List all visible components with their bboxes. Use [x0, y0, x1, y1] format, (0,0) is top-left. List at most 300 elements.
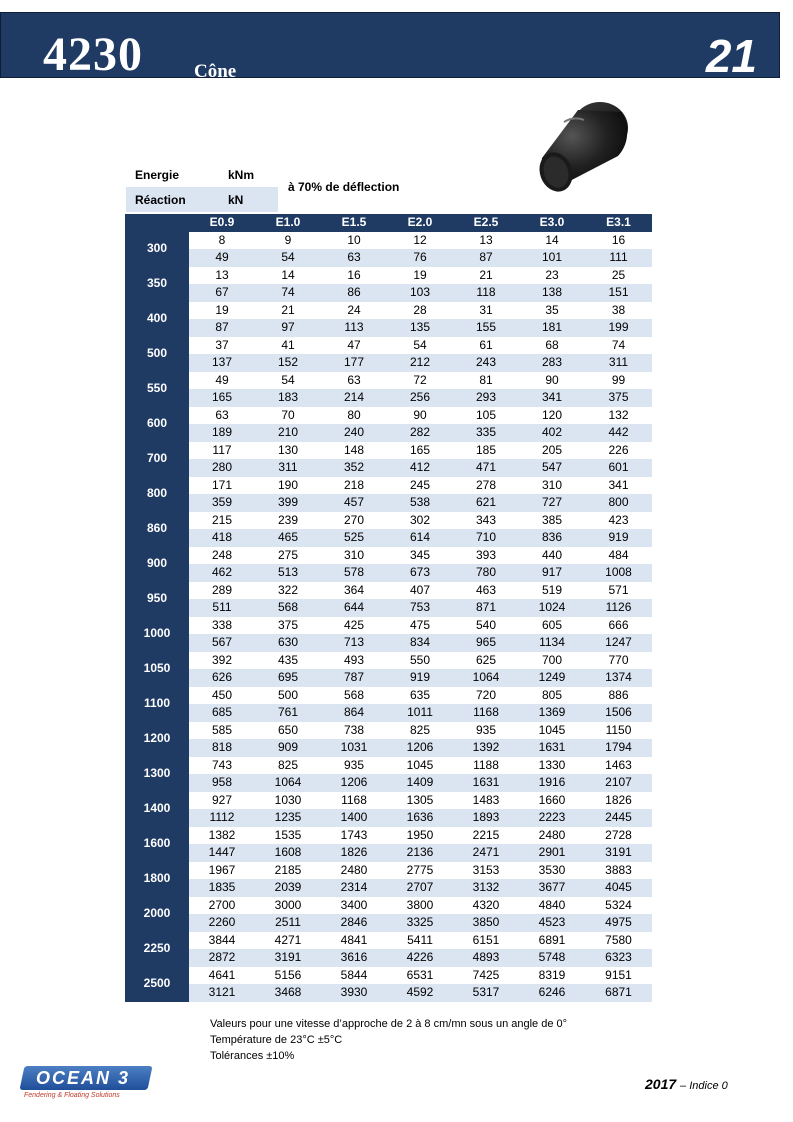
- table-row-reaction: [125, 459, 652, 477]
- reaction-value: 199: [585, 319, 652, 337]
- reaction-value: 1249: [519, 669, 585, 687]
- column-header: E3.0: [519, 214, 585, 232]
- energy-value: 3883: [585, 862, 652, 880]
- reaction-value: 787: [321, 669, 387, 687]
- reaction-value: 4893: [453, 949, 519, 967]
- reaction-value: 183: [255, 389, 321, 407]
- reaction-value: 282: [387, 424, 453, 442]
- energy-value: 3153: [453, 862, 519, 880]
- reaction-value: 6323: [585, 949, 652, 967]
- fender-size: 300: [125, 232, 189, 267]
- table-row-reaction: [125, 564, 652, 582]
- fender-size: 950: [125, 582, 189, 617]
- reaction-value: 103: [387, 284, 453, 302]
- table-row-energy: [125, 547, 652, 565]
- reaction-value: 2260: [189, 914, 255, 932]
- table-row-reaction: [125, 879, 652, 897]
- reaction-value: 6246: [519, 984, 585, 1002]
- energy-value: 10: [321, 232, 387, 250]
- energy-value: 4840: [519, 897, 585, 915]
- reaction-value: 210: [255, 424, 321, 442]
- table-row-reaction: [125, 319, 652, 337]
- energy-value: 81: [453, 372, 519, 390]
- energy-value: 1045: [519, 722, 585, 740]
- reaction-value: 3616: [321, 949, 387, 967]
- reaction-value: 601: [585, 459, 652, 477]
- energy-value: 205: [519, 442, 585, 460]
- energy-value: 239: [255, 512, 321, 530]
- table-row-reaction: [125, 389, 652, 407]
- reaction-value: 1400: [321, 809, 387, 827]
- energy-value: 341: [585, 477, 652, 495]
- table-row-energy: [125, 897, 652, 915]
- energy-value: 392: [189, 652, 255, 670]
- energy-value: 120: [519, 407, 585, 425]
- reaction-value: 761: [255, 704, 321, 722]
- energy-value: 475: [387, 617, 453, 635]
- energy-value: 90: [519, 372, 585, 390]
- energy-value: 4641: [189, 967, 255, 985]
- reaction-value: 1011: [387, 704, 453, 722]
- energy-value: 345: [387, 547, 453, 565]
- reaction-value: 118: [453, 284, 519, 302]
- table-row-reaction: [125, 634, 652, 652]
- reaction-value: 3677: [519, 879, 585, 897]
- energy-value: 484: [585, 547, 652, 565]
- table-header-row: [125, 214, 652, 232]
- reaction-value: 644: [321, 599, 387, 617]
- energy-value: 2480: [519, 827, 585, 845]
- reaction-value: 101: [519, 249, 585, 267]
- reaction-value: 1008: [585, 564, 652, 582]
- reaction-value: 177: [321, 354, 387, 372]
- reaction-value: 2445: [585, 809, 652, 827]
- energy-value: 3530: [519, 862, 585, 880]
- reaction-label: Réaction: [135, 192, 186, 207]
- energy-value: 61: [453, 337, 519, 355]
- energy-value: 423: [585, 512, 652, 530]
- energy-value: 425: [321, 617, 387, 635]
- reaction-value: 1247: [585, 634, 652, 652]
- energy-value: 338: [189, 617, 255, 635]
- reaction-value: 547: [519, 459, 585, 477]
- reaction-value: 181: [519, 319, 585, 337]
- reaction-value: 67: [189, 284, 255, 302]
- energy-value: 935: [321, 757, 387, 775]
- note-speed: Valeurs pour une vitesse d’approche de 2 à 8 cm/mn sous un angle de 0°: [210, 1018, 568, 1030]
- reaction-value: 780: [453, 564, 519, 582]
- reaction-value: 311: [585, 354, 652, 372]
- reaction-value: 240: [321, 424, 387, 442]
- reaction-value: 2872: [189, 949, 255, 967]
- reaction-value: 5748: [519, 949, 585, 967]
- energy-value: 49: [189, 372, 255, 390]
- reaction-value: 538: [387, 494, 453, 512]
- reaction-value: 1916: [519, 774, 585, 792]
- energy-value: 215: [189, 512, 255, 530]
- energy-value: 80: [321, 407, 387, 425]
- reaction-value: 2223: [519, 809, 585, 827]
- energy-value: 8319: [519, 967, 585, 985]
- reaction-value: 137: [189, 354, 255, 372]
- reaction-value: 113: [321, 319, 387, 337]
- energy-value: 38: [585, 302, 652, 320]
- reaction-value: 165: [189, 389, 255, 407]
- page-header: [0, 12, 780, 82]
- reaction-value: 462: [189, 564, 255, 582]
- energy-value: 7580: [585, 932, 652, 950]
- table-row-reaction: [125, 669, 652, 687]
- energy-value: 74: [585, 337, 652, 355]
- energy-value: 21: [453, 267, 519, 285]
- fender-size: 700: [125, 442, 189, 477]
- energy-value: 9: [255, 232, 321, 250]
- energy-value: 302: [387, 512, 453, 530]
- table-corner: [125, 214, 189, 232]
- reaction-value: 4523: [519, 914, 585, 932]
- column-header: E0.9: [189, 214, 255, 232]
- energy-value: 148: [321, 442, 387, 460]
- energy-value: 440: [519, 547, 585, 565]
- energy-value: 4320: [453, 897, 519, 915]
- energy-value: 226: [585, 442, 652, 460]
- energy-value: 385: [519, 512, 585, 530]
- energy-value: 105: [453, 407, 519, 425]
- fender-size: 1200: [125, 722, 189, 757]
- energy-value: 493: [321, 652, 387, 670]
- note-tolerance: Tolérances ±10%: [210, 1050, 295, 1062]
- energy-value: 450: [189, 687, 255, 705]
- reaction-value: 87: [453, 249, 519, 267]
- reaction-value: 836: [519, 529, 585, 547]
- legend: [126, 162, 278, 212]
- energy-value: 1045: [387, 757, 453, 775]
- energy-value: 770: [585, 652, 652, 670]
- table-row-reaction: [125, 599, 652, 617]
- energy-value: 666: [585, 617, 652, 635]
- energy-value: 322: [255, 582, 321, 600]
- energy-value: 278: [453, 477, 519, 495]
- table-body: [125, 232, 652, 1002]
- table-row-energy: [125, 827, 652, 845]
- reaction-value: 834: [387, 634, 453, 652]
- reaction-value: 49: [189, 249, 255, 267]
- reaction-value: 818: [189, 739, 255, 757]
- energy-label: Energie: [135, 167, 180, 182]
- fender-size: 550: [125, 372, 189, 407]
- energy-value: 245: [387, 477, 453, 495]
- reaction-value: 359: [189, 494, 255, 512]
- table-row-reaction: [125, 249, 652, 267]
- model-type: Cône: [194, 61, 237, 82]
- reaction-value: 457: [321, 494, 387, 512]
- reaction-value: 917: [519, 564, 585, 582]
- energy-value: 1950: [387, 827, 453, 845]
- energy-value: 7425: [453, 967, 519, 985]
- reaction-value: 341: [519, 389, 585, 407]
- reaction-value: 621: [453, 494, 519, 512]
- fender-size: 2500: [125, 967, 189, 1002]
- energy-value: 54: [387, 337, 453, 355]
- reaction-value: 710: [453, 529, 519, 547]
- reaction-value: 1392: [453, 739, 519, 757]
- reaction-value: 54: [255, 249, 321, 267]
- energy-value: 3844: [189, 932, 255, 950]
- reaction-value: 3850: [453, 914, 519, 932]
- reaction-value: 630: [255, 634, 321, 652]
- table-row-energy: [125, 267, 652, 285]
- reaction-value: 1064: [453, 669, 519, 687]
- reaction-value: 1112: [189, 809, 255, 827]
- table-row-energy: [125, 932, 652, 950]
- reaction-value: 3930: [321, 984, 387, 1002]
- energy-value: 6531: [387, 967, 453, 985]
- energy-value: 500: [255, 687, 321, 705]
- fender-size: 1000: [125, 617, 189, 652]
- energy-value: 70: [255, 407, 321, 425]
- energy-value: 117: [189, 442, 255, 460]
- logo-tagline: Fendering & Floating Solutions: [24, 1092, 120, 1099]
- energy-value: 743: [189, 757, 255, 775]
- reaction-value: 1134: [519, 634, 585, 652]
- fender-size: 900: [125, 547, 189, 582]
- energy-value: 47: [321, 337, 387, 355]
- energy-value: 99: [585, 372, 652, 390]
- reaction-value: 2901: [519, 844, 585, 862]
- energy-value: 825: [387, 722, 453, 740]
- reaction-value: 673: [387, 564, 453, 582]
- reaction-value: 311: [255, 459, 321, 477]
- energy-value: 4271: [255, 932, 321, 950]
- energy-value: 3000: [255, 897, 321, 915]
- table-row-energy: [125, 407, 652, 425]
- reaction-value: 685: [189, 704, 255, 722]
- note-temperature: Température de 23°C ±5°C: [210, 1034, 343, 1046]
- fender-size: 1100: [125, 687, 189, 722]
- deflection-note: à 70% de déflection: [288, 180, 400, 194]
- reaction-value: 1206: [387, 739, 453, 757]
- reaction-unit: kN: [228, 192, 244, 207]
- reaction-value: 1235: [255, 809, 321, 827]
- reaction-value: 4975: [585, 914, 652, 932]
- reaction-value: 465: [255, 529, 321, 547]
- reaction-value: 1636: [387, 809, 453, 827]
- energy-value: 132: [585, 407, 652, 425]
- column-header: E2.0: [387, 214, 453, 232]
- reaction-value: 958: [189, 774, 255, 792]
- energy-value: 218: [321, 477, 387, 495]
- table-row-energy: [125, 792, 652, 810]
- reaction-value: 511: [189, 599, 255, 617]
- fender-size: 860: [125, 512, 189, 547]
- fender-size: 800: [125, 477, 189, 512]
- energy-value: 2700: [189, 897, 255, 915]
- reaction-value: 442: [585, 424, 652, 442]
- energy-value: 21: [255, 302, 321, 320]
- cone-fender-image: [534, 98, 640, 196]
- reaction-value: 567: [189, 634, 255, 652]
- energy-value: 4841: [321, 932, 387, 950]
- reaction-value: 63: [321, 249, 387, 267]
- reaction-value: 471: [453, 459, 519, 477]
- fender-size: 1050: [125, 652, 189, 687]
- energy-value: 28: [387, 302, 453, 320]
- energy-value: 1150: [585, 722, 652, 740]
- reaction-value: 352: [321, 459, 387, 477]
- energy-value: 540: [453, 617, 519, 635]
- energy-value: 343: [453, 512, 519, 530]
- reaction-value: 1024: [519, 599, 585, 617]
- reaction-value: 135: [387, 319, 453, 337]
- reaction-value: 375: [585, 389, 652, 407]
- table-row-reaction: [125, 354, 652, 372]
- energy-value: 3800: [387, 897, 453, 915]
- energy-value: 12: [387, 232, 453, 250]
- fender-size: 500: [125, 337, 189, 372]
- footer-indice: – Indice 0: [680, 1080, 728, 1092]
- energy-value: 585: [189, 722, 255, 740]
- reaction-value: 1374: [585, 669, 652, 687]
- column-header: E1.5: [321, 214, 387, 232]
- energy-value: 72: [387, 372, 453, 390]
- fender-size: 600: [125, 407, 189, 442]
- fender-size: 350: [125, 267, 189, 302]
- footer-year: 2017: [645, 1076, 677, 1092]
- energy-value: 1168: [321, 792, 387, 810]
- table-row-energy: [125, 512, 652, 530]
- reaction-value: 2707: [387, 879, 453, 897]
- reaction-value: 87: [189, 319, 255, 337]
- reaction-value: 513: [255, 564, 321, 582]
- table-row-energy: [125, 722, 652, 740]
- page-number: 21: [705, 30, 757, 82]
- table-row-energy: [125, 862, 652, 880]
- energy-value: 14: [255, 267, 321, 285]
- energy-value: 24: [321, 302, 387, 320]
- energy-value: 23: [519, 267, 585, 285]
- fender-size: 400: [125, 302, 189, 337]
- energy-value: 31: [453, 302, 519, 320]
- table-row-reaction: [125, 809, 652, 827]
- reaction-value: 864: [321, 704, 387, 722]
- fender-size: 1300: [125, 757, 189, 792]
- reaction-value: 86: [321, 284, 387, 302]
- fender-size: 2250: [125, 932, 189, 967]
- table-row-energy: [125, 302, 652, 320]
- energy-value: 5156: [255, 967, 321, 985]
- reaction-value: 293: [453, 389, 519, 407]
- energy-value: 519: [519, 582, 585, 600]
- table-row-energy: [125, 582, 652, 600]
- reaction-value: 418: [189, 529, 255, 547]
- energy-value: 3400: [321, 897, 387, 915]
- table-row-reaction: [125, 739, 652, 757]
- reaction-value: 1168: [453, 704, 519, 722]
- energy-value: 310: [321, 547, 387, 565]
- energy-value: 364: [321, 582, 387, 600]
- table-row-energy: [125, 967, 652, 985]
- energy-value: 16: [585, 232, 652, 250]
- table-row-energy: [125, 372, 652, 390]
- energy-unit: kNm: [228, 167, 255, 182]
- energy-value: 19: [189, 302, 255, 320]
- table-row-energy: [125, 652, 652, 670]
- energy-value: 605: [519, 617, 585, 635]
- reaction-value: 713: [321, 634, 387, 652]
- reaction-value: 399: [255, 494, 321, 512]
- energy-value: 1483: [453, 792, 519, 810]
- energy-value: 6891: [519, 932, 585, 950]
- reaction-value: 2846: [321, 914, 387, 932]
- energy-value: 1660: [519, 792, 585, 810]
- energy-value: 1305: [387, 792, 453, 810]
- energy-value: 13: [189, 267, 255, 285]
- legend-reaction: [126, 187, 278, 212]
- energy-value: 6151: [453, 932, 519, 950]
- column-header: E1.0: [255, 214, 321, 232]
- table-row-energy: [125, 757, 652, 775]
- energy-value: 1535: [255, 827, 321, 845]
- energy-value: 700: [519, 652, 585, 670]
- energy-value: 25: [585, 267, 652, 285]
- performance-table: [125, 214, 652, 1002]
- energy-value: 886: [585, 687, 652, 705]
- reaction-value: 212: [387, 354, 453, 372]
- energy-value: 68: [519, 337, 585, 355]
- energy-value: 1030: [255, 792, 321, 810]
- energy-value: 805: [519, 687, 585, 705]
- reaction-value: 800: [585, 494, 652, 512]
- energy-value: 2185: [255, 862, 321, 880]
- reaction-value: 1608: [255, 844, 321, 862]
- energy-value: 1967: [189, 862, 255, 880]
- energy-value: 130: [255, 442, 321, 460]
- reaction-value: 3325: [387, 914, 453, 932]
- energy-value: 35: [519, 302, 585, 320]
- fender-size: 1400: [125, 792, 189, 827]
- reaction-value: 3132: [453, 879, 519, 897]
- energy-value: 16: [321, 267, 387, 285]
- reaction-value: 155: [453, 319, 519, 337]
- energy-value: 1463: [585, 757, 652, 775]
- reaction-value: 568: [255, 599, 321, 617]
- energy-value: 1826: [585, 792, 652, 810]
- reaction-value: 283: [519, 354, 585, 372]
- logo-name: OCEAN 3: [36, 1068, 131, 1088]
- energy-value: 63: [321, 372, 387, 390]
- energy-value: 171: [189, 477, 255, 495]
- energy-value: 927: [189, 792, 255, 810]
- reaction-value: 1506: [585, 704, 652, 722]
- energy-value: 19: [387, 267, 453, 285]
- energy-value: 407: [387, 582, 453, 600]
- reaction-value: 871: [453, 599, 519, 617]
- energy-value: 720: [453, 687, 519, 705]
- reaction-value: 2511: [255, 914, 321, 932]
- reaction-value: 1631: [453, 774, 519, 792]
- energy-value: 1382: [189, 827, 255, 845]
- table-row-energy: [125, 617, 652, 635]
- energy-value: 5324: [585, 897, 652, 915]
- fender-size: 1600: [125, 827, 189, 862]
- reaction-value: 402: [519, 424, 585, 442]
- reaction-value: 965: [453, 634, 519, 652]
- energy-value: 37: [189, 337, 255, 355]
- table-row-reaction: [125, 984, 652, 1002]
- table-row-reaction: [125, 949, 652, 967]
- reaction-value: 626: [189, 669, 255, 687]
- reaction-value: 695: [255, 669, 321, 687]
